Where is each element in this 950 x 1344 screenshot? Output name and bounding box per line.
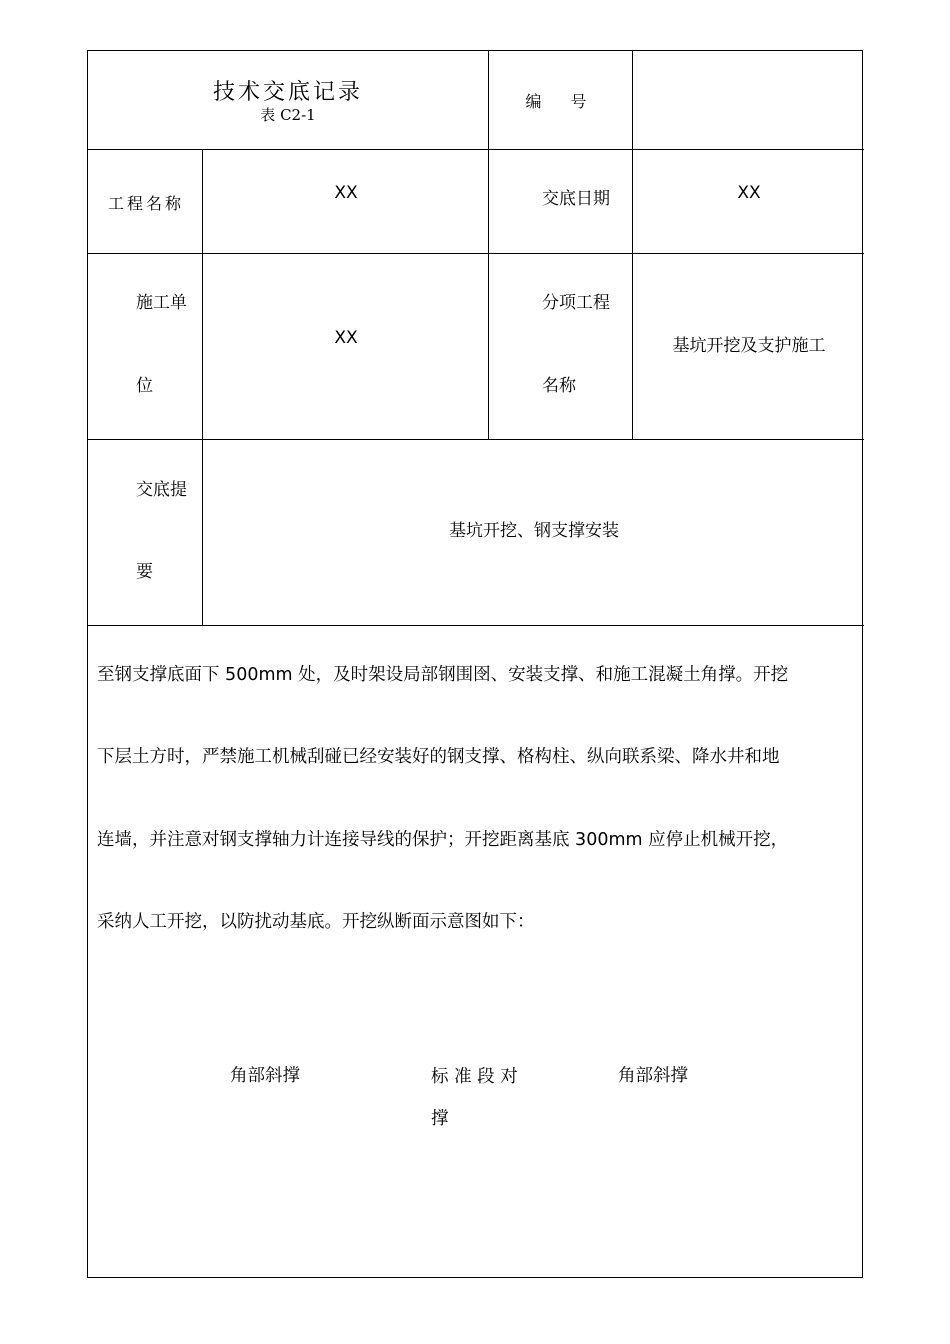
row-divider — [88, 439, 864, 440]
disclosure-date-value: XX — [737, 183, 761, 203]
figure-label-left-corner-brace: 角部斜撑 — [230, 1066, 300, 1086]
content-line: 采纳人工开挖，以防扰动基底。开挖纵断面示意图如下： — [97, 912, 535, 932]
construction-unit-label-line1: 施工单 — [136, 293, 187, 313]
column-divider — [202, 149, 203, 625]
row-divider — [88, 149, 864, 150]
technical-disclosure-form — [87, 50, 863, 1278]
form-code: 表 C2-1 — [260, 106, 316, 124]
content-line: 下层土方时，严禁施工机械刮碰已经安装好的钢支撑、格构柱、纵向联系梁、降水井和地 — [97, 747, 780, 767]
summary-value: 基坑开挖、钢支撑安装 — [449, 521, 619, 541]
number-label: 编 号 — [525, 92, 599, 111]
row-divider — [88, 625, 864, 626]
content-line: 至钢支撑底面下 500mm 处，及时架设局部钢围囹、安装支撑、和施工混凝土角撑。开挖 — [97, 665, 789, 685]
construction-unit-value: XX — [334, 328, 358, 348]
content-line: 连墙，并注意对钢支撑轴力计连接导线的保护；开挖距离基底 300mm 应停止机械开挖， — [97, 830, 789, 850]
summary-label-line2: 要 — [136, 562, 153, 582]
figure-label-right-corner-brace: 角部斜撑 — [618, 1066, 688, 1086]
subproject-label-line2: 名称 — [542, 376, 576, 396]
figure-label-standard-strut-line2: 撑 — [431, 1109, 449, 1129]
disclosure-date-label: 交底日期 — [542, 189, 610, 209]
figure-label-standard-strut-line1: 标 准 段 对 — [431, 1067, 518, 1087]
form-title: 技术交底记录 — [212, 80, 363, 105]
subproject-value: 基坑开挖及支护施工 — [672, 336, 826, 356]
column-divider — [488, 51, 489, 439]
project-name-value: XX — [334, 183, 358, 203]
row-divider — [88, 253, 864, 254]
subproject-label-line1: 分项工程 — [542, 293, 610, 313]
project-name-label: 工程名称 — [108, 194, 185, 213]
construction-unit-label-line2: 位 — [136, 376, 153, 396]
summary-label-line1: 交底提 — [136, 480, 187, 500]
